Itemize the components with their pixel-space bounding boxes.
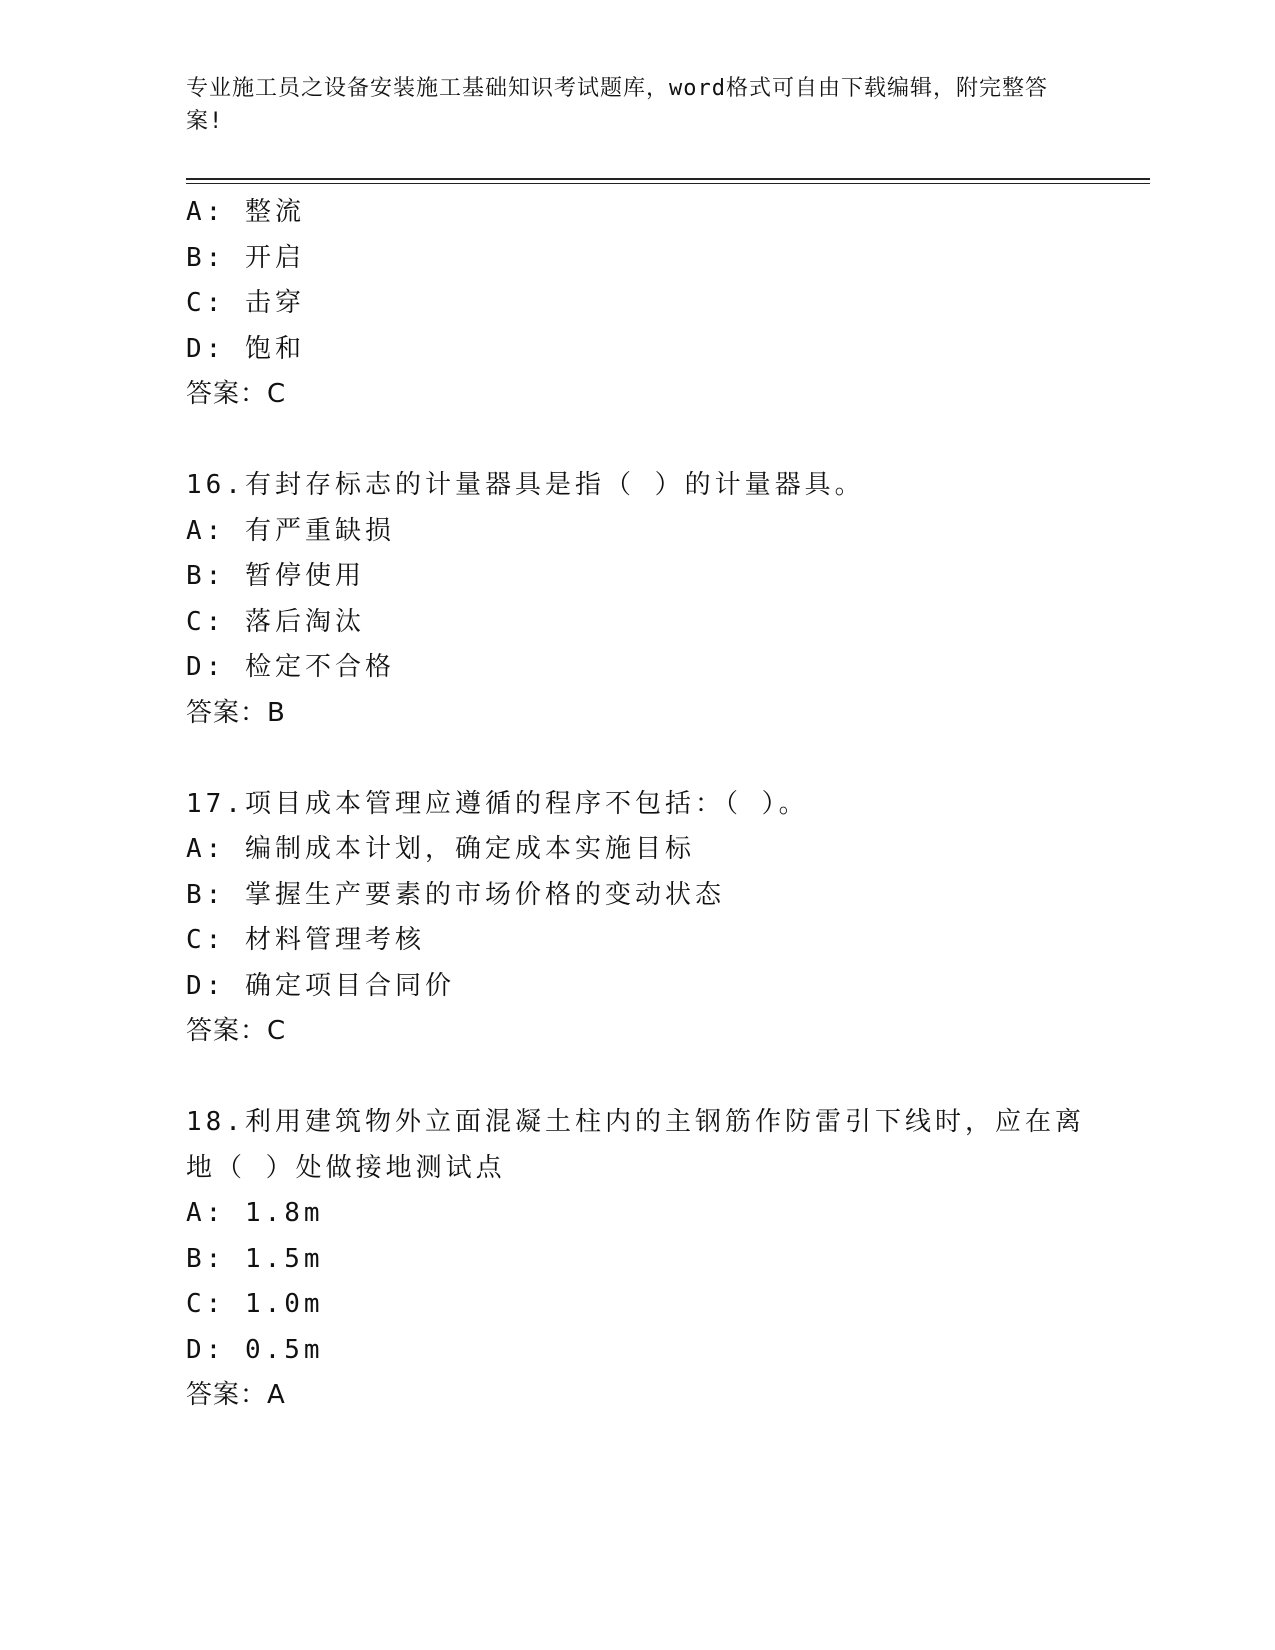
header-rule-thick (186, 178, 1150, 180)
question-text: 16.有封存标志的计量器具是指（ ）的计量器具。 (186, 470, 865, 500)
option-c: C: 材料管理考核 (186, 925, 425, 955)
option-d: D: 饱和 (186, 333, 305, 364)
option-d: D: 确定项目合同价 (186, 970, 455, 1001)
answer-text: 答案：C (186, 379, 287, 409)
question-text: 17.项目成本管理应遵循的程序不包括：（ ）。 (186, 788, 809, 819)
answer-text: 答案：A (186, 1380, 286, 1410)
option-a: A: 编制成本计划，确定成本实施目标 (186, 834, 695, 864)
option-c: C: 击穿 (186, 288, 305, 318)
spacer (186, 1055, 1106, 1101)
document-header: 专业施工员之设备安装施工基础知识考试题库，word格式可自由下载编辑，附完整答案! (186, 76, 1048, 134)
question-list (186, 190, 1106, 1419)
option-a: A: 整流 (186, 197, 305, 227)
header-rule-thin (186, 183, 1150, 184)
option-d: D: 检定不合格 (186, 652, 395, 682)
option-b: B: 开启 (186, 242, 305, 273)
option-c: C: 1.0m (186, 1289, 324, 1319)
answer-text: 答案：B (186, 697, 286, 728)
question-text: 18.利用建筑物外立面混凝土柱内的主钢筋作防雷引下线时，应在离地（ ）处做接地测试点 (186, 1107, 1085, 1183)
option-b: B: 1.5m (186, 1243, 324, 1274)
spacer (186, 736, 1106, 782)
option-b: B: 暂停使用 (186, 561, 365, 591)
option-b: B: 掌握生产要素的市场价格的变动状态 (186, 879, 725, 910)
option-a: A: 1.8m (186, 1198, 324, 1228)
option-c: C: 落后淘汰 (186, 606, 365, 637)
spacer (186, 418, 1106, 464)
option-a: A: 有严重缺损 (186, 515, 395, 546)
answer-text: 答案：C (186, 1016, 287, 1046)
option-d: D: 0.5m (186, 1334, 324, 1365)
